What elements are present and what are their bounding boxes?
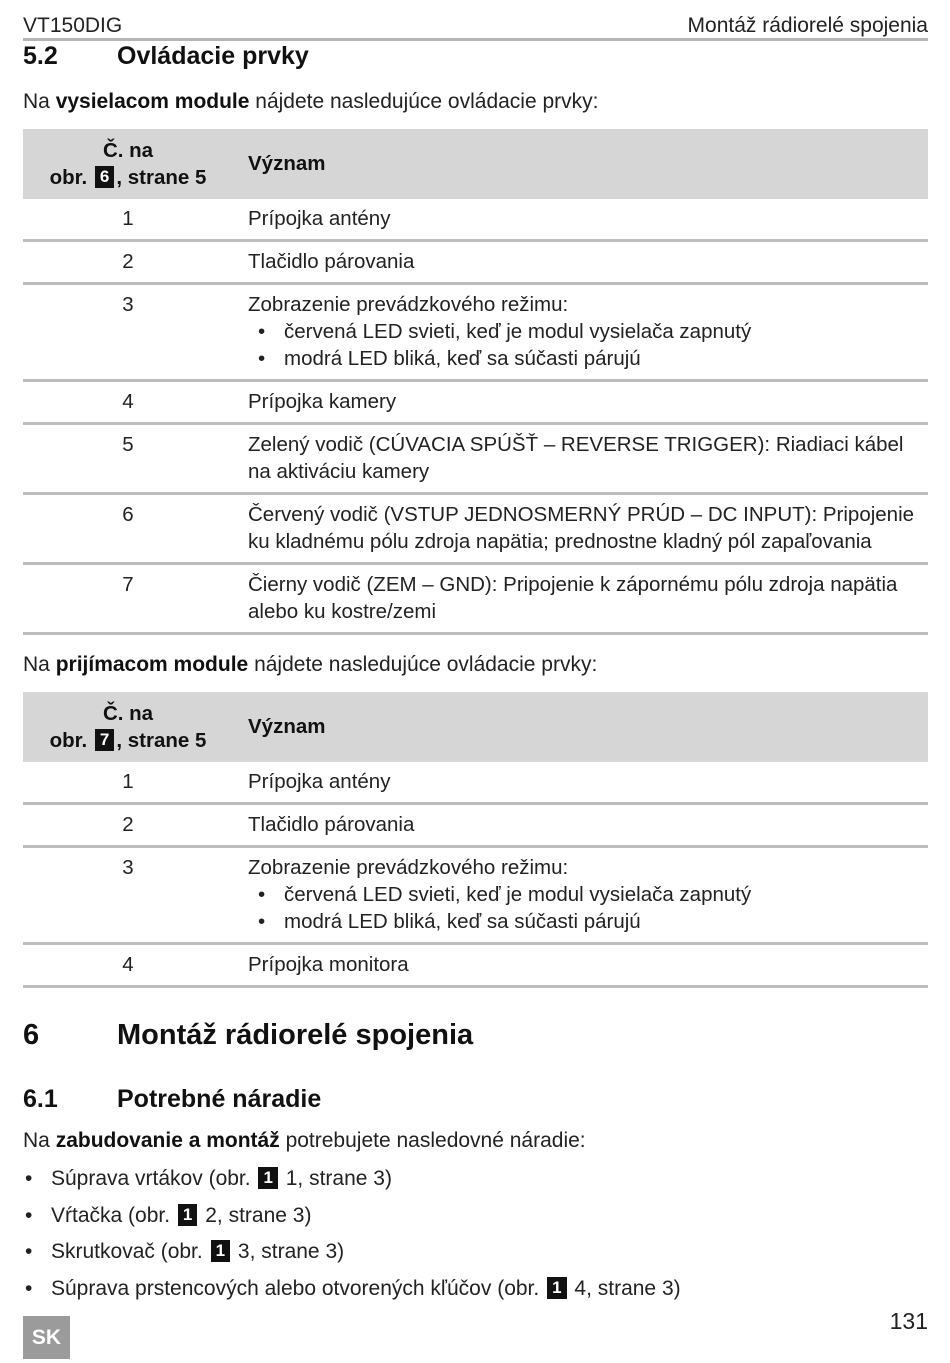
tool-reference: 1, strane 3): [285, 1167, 392, 1190]
receiver-intro: Na prijímacom module nájdete nasledujúce ovládacie prvky:: [23, 653, 598, 676]
transmitter-controls-table: [23, 129, 928, 635]
row-number: 3: [23, 284, 233, 381]
table-row: [23, 847, 928, 944]
figure-badge: 6: [95, 166, 114, 188]
figure-badge: 1: [258, 1167, 277, 1189]
row-text: Tlačidlo párovania: [248, 250, 415, 273]
table-row: [23, 762, 928, 804]
section-number: 6.1: [23, 1085, 58, 1113]
row-text: Červený vodič (VSTUP JEDNOSMERNÝ PRÚD – DC INPUT): Pripojenie ku kladnému pólu zdroja napätia; prednostne kladný pól zapaľovania: [248, 503, 915, 553]
section-title: Montáž rádiorelé spojenia: [117, 1019, 474, 1051]
row-text: Prípojka antény: [248, 207, 391, 230]
header-product: VT150DIG: [23, 14, 123, 37]
section-heading-6-1: [23, 1085, 928, 1114]
page-number: 131: [889, 1308, 928, 1334]
row-text: Prípojka antény: [248, 770, 391, 793]
section-title: Ovládacie prvky: [117, 42, 309, 70]
section-heading-5-2: [23, 42, 928, 71]
tool-text: Skrutkovač (obr.: [51, 1240, 203, 1263]
tool-reference: 2, strane 3): [205, 1203, 312, 1227]
row-meaning: [233, 762, 928, 804]
row-text: Prípojka kamery: [248, 390, 397, 413]
tools-intro: Na zabudovanie a montáž potrebujete nasledovné náradie:: [23, 1129, 586, 1152]
row-number: 2: [23, 241, 233, 284]
tool-text: Súprava vrtákov (obr.: [51, 1167, 251, 1190]
table-row: [23, 804, 928, 847]
row-number: 1: [23, 199, 233, 241]
transmitter-intro: Na vysielacom module nájdete nasledujúce ovládacie prvky:: [23, 90, 599, 113]
row-bullet: • červená LED svieti, keď je modul vysielača zapnutý: [248, 881, 928, 908]
list-item: [23, 1198, 928, 1235]
row-text: Zobrazenie prevádzkového režimu:: [248, 856, 569, 879]
column-header-meaning: Význam: [233, 692, 928, 762]
figure-badge: 1: [211, 1240, 230, 1262]
table-body: [23, 762, 928, 987]
row-meaning: [233, 284, 928, 381]
row-number: 4: [23, 944, 233, 987]
table-row: [23, 241, 928, 284]
tool-text: Súprava prstencových alebo otvorených kľúčov (obr.: [51, 1276, 540, 1300]
table-row: [23, 494, 928, 564]
figure-badge: 7: [95, 729, 114, 751]
row-text: Zelený vodič (CÚVACIA SPÚŠŤ – REVERSE TRIGGER): Riadiaci kábel na aktiváciu kamery: [248, 433, 904, 483]
tool-reference: 3, strane 3): [237, 1240, 345, 1263]
table-row: [23, 564, 928, 634]
tools-list: [23, 1161, 928, 1307]
tool-reference: 4, strane 3): [574, 1276, 681, 1300]
row-text: Prípojka monitora: [248, 953, 409, 976]
row-number: 6: [23, 494, 233, 564]
figure-badge: 1: [547, 1277, 566, 1299]
document-page: [23, 0, 928, 1363]
table-header-row: [23, 692, 928, 762]
table-body: [23, 199, 928, 634]
table-row: [23, 381, 928, 424]
row-number: 5: [23, 424, 233, 494]
row-meaning: [233, 847, 928, 944]
row-number: 1: [23, 762, 233, 804]
row-meaning: [233, 944, 928, 987]
row-number: 4: [23, 381, 233, 424]
row-text: Tlačidlo párovania: [248, 813, 415, 836]
row-number: 3: [23, 847, 233, 944]
row-bullet: • červená LED svieti, keď je modul vysielača zapnutý: [248, 318, 928, 345]
column-header-number: Č. na obr. 6 , strane 5: [23, 129, 233, 199]
row-meaning: [233, 564, 928, 634]
row-bullet: • modrá LED bliká, keď sa súčasti párujú: [248, 345, 928, 372]
receiver-controls-table: [23, 692, 928, 988]
header-chapter: Montáž rádiorelé spojenia: [687, 14, 928, 37]
row-number: 7: [23, 564, 233, 634]
section-heading-6: [23, 1019, 928, 1052]
row-meaning: [233, 424, 928, 494]
row-meaning: [233, 199, 928, 241]
figure-badge: 1: [178, 1204, 197, 1226]
tool-text: Vŕtačka (obr.: [51, 1203, 171, 1227]
table-row: [23, 199, 928, 241]
row-meaning: [233, 241, 928, 284]
row-bullet: • modrá LED bliká, keď sa súčasti párujú: [248, 908, 928, 935]
header-rule: [23, 38, 928, 41]
list-item: [23, 1161, 928, 1198]
section-number: 6: [23, 1019, 40, 1051]
row-number: 2: [23, 804, 233, 847]
row-meaning: [233, 804, 928, 847]
column-header-number: Č. na obr. 7 , strane 5: [23, 692, 233, 762]
row-text: Čierny vodič (ZEM – GND): Pripojenie k zápornému pólu zdroja napätia alebo ku kostre/zemi: [248, 573, 898, 623]
table-row: [23, 284, 928, 381]
column-header-meaning: Význam: [233, 129, 928, 199]
table-row: [23, 424, 928, 494]
running-header: [23, 8, 928, 38]
section-number: 5.2: [23, 42, 58, 70]
section-title: Potrebné náradie: [117, 1085, 322, 1113]
row-meaning: [233, 381, 928, 424]
row-text: Zobrazenie prevádzkového režimu:: [248, 293, 569, 316]
list-item: [23, 1271, 928, 1308]
table-header-row: [23, 129, 928, 199]
table-row: [23, 944, 928, 987]
list-item: [23, 1234, 928, 1271]
language-badge: SK: [23, 1316, 70, 1359]
row-meaning: [233, 494, 928, 564]
